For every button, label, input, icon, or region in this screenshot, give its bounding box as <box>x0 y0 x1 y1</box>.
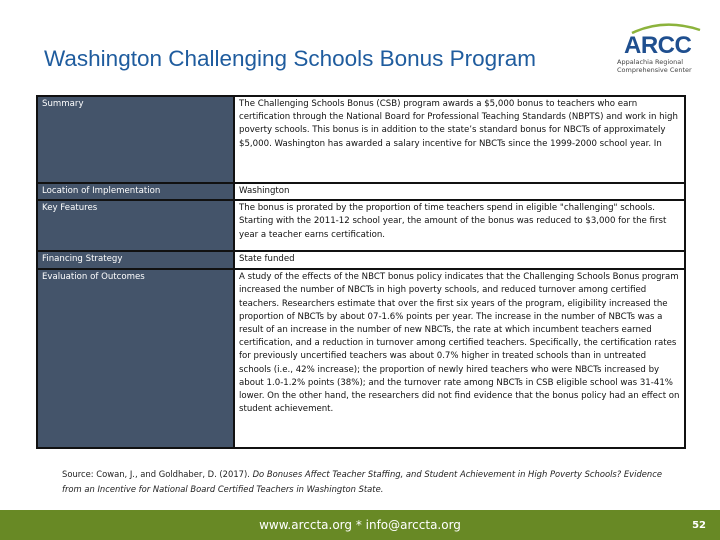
footer-contact: www.arccta.org * info@arccta.org <box>259 518 461 532</box>
table-row <box>37 269 685 448</box>
row-label: Financing Strategy <box>37 251 234 269</box>
row-label: Evaluation of Outcomes <box>37 269 234 448</box>
table-row <box>37 183 685 200</box>
row-label: Summary <box>37 96 234 183</box>
source-prefix: Source: Cowan, J., and Goldhaber, D. (2017). <box>62 469 253 479</box>
row-value: The bonus is prorated by the proportion of time teachers spend in eligible "challenging" schools. Starting with the 2011-12 school year, the amount of the bonus was reduced to $3,000 for the first year a teacher earns certification. <box>234 200 685 251</box>
row-value: State funded <box>234 251 685 269</box>
row-value: A study of the effects of the NBCT bonus policy indicates that the Challenging Schools Bonus program increased the number of NBCTs in high poverty schools, and reduced turnover among certified teachers. Researchers estimate that over the first six years of the program, eligibility increased the proportion of NBCTs by about 07-1.6% points per year. The increase in the number of NBCTs was a result of an increase in the number of new NBCTs, the rate at which incumbent teachers earned certification, and a reduction in turnover among certified teachers. Specifically, the certification rates for previously uncertified teachers was about 0.7% higher in treated schools than in untreated schools (i.e., 42% increase); the proportion of newly hired teachers who were NBCTs increased by about 1.0-1.2% points (38%); and the turnover rate among NBCTs in CSB eligible school was 31-41% lower. On the other hand, the researchers did not find evidence that the bonus policy had an effect on student achievement. <box>234 269 685 448</box>
source-title: Do Bonuses Affect Teacher Staffing, and Student Achievement in High Poverty Schools? Evidence from an Incentive for National Board Certified Teachers in Washington State. <box>62 469 662 494</box>
logo-subtitle: Appalachia Regional Comprehensive Center <box>617 58 692 74</box>
row-label: Location of Implementation <box>37 183 234 200</box>
page-number: 52 <box>692 520 706 531</box>
row-label: Key Features <box>37 200 234 251</box>
source-citation <box>62 467 682 497</box>
table-row <box>37 251 685 269</box>
row-value: Washington <box>234 183 685 200</box>
page-title: Washington Challenging Schools Bonus Program <box>44 46 536 71</box>
row-value: The Challenging Schools Bonus (CSB) program awards a $5,000 bonus to teachers who earn certification through the National Board for Professional Teaching Standards (NBPTS) and work in high poverty schools. This bonus is in addition to the state’s standard bonus for NBCTs of approximately $5,000. Washington has awarded a salary incentive for NBCTs since the 1999-2000 school year. In <box>234 96 685 183</box>
table-row <box>37 200 685 251</box>
logo-name: ARCC <box>624 32 692 59</box>
footer-bar <box>0 510 720 540</box>
arcc-logo <box>616 22 708 78</box>
program-table <box>36 95 686 449</box>
table-row <box>37 96 685 183</box>
